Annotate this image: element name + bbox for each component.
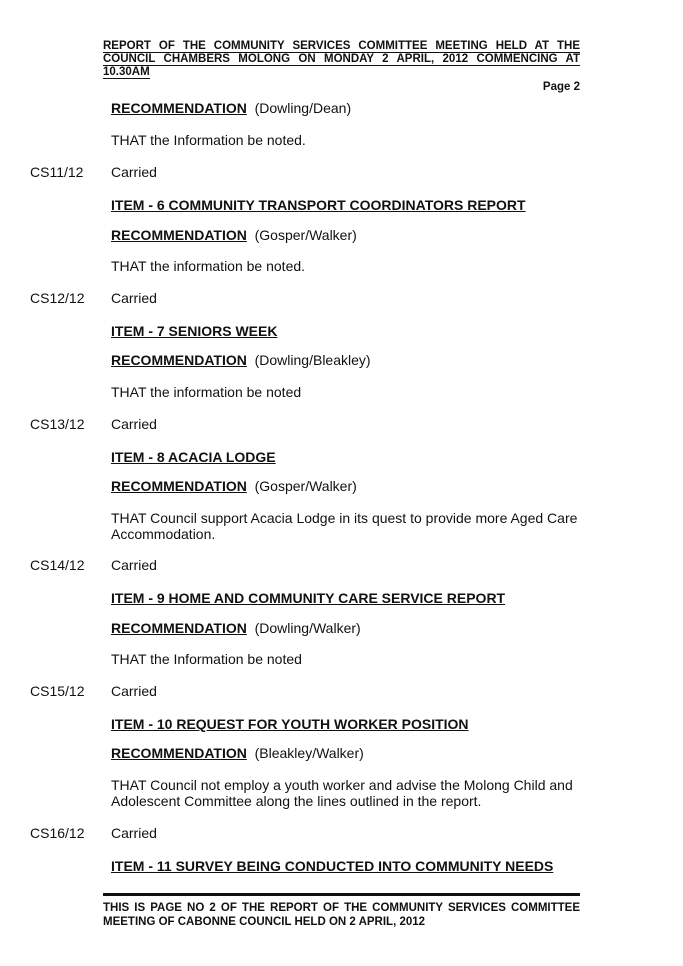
resolution-status: Carried — [111, 416, 157, 432]
resolution-code: CS15/12 — [30, 683, 85, 699]
resolution-status: Carried — [111, 683, 157, 699]
recommendation-text: THAT Council not employ a youth worker and advise the Molong Child and Adolescent Committee along the lines outlined in the report. — [111, 777, 573, 809]
recommendation-text: THAT Council support Acacia Lodge in its quest to provide more Aged Care Accommodation. — [111, 510, 578, 542]
recommendation-line: RECOMMENDATION (Gosper/Walker) — [111, 227, 357, 243]
recommendation-text: THAT the information be noted. — [111, 258, 306, 274]
resolution-status: Carried — [111, 290, 157, 306]
item-heading: ITEM - 6 COMMUNITY TRANSPORT COORDINATORS REPORT — [111, 197, 526, 213]
recommendation-line: RECOMMENDATION (Gosper/Walker) — [111, 478, 357, 494]
resolution-code: CS11/12 — [30, 164, 84, 180]
resolution-status: Carried — [111, 557, 157, 573]
recommendation-line: RECOMMENDATION (Dowling/Bleakley) — [111, 352, 371, 368]
item-heading: ITEM - 8 ACACIA LODGE — [111, 449, 276, 465]
report-title: REPORT OF THE COMMUNITY SERVICES COMMITTEE MEETING HELD AT THE COUNCIL CHAMBERS MOLONG ON MONDAY 2 APRIL, 2012 COMMENCING AT 10.30AM — [103, 40, 580, 78]
resolution-code: CS14/12 — [30, 557, 85, 573]
recommendation-text: THAT the Information be noted. — [111, 132, 306, 148]
recommendation-text: THAT the information be noted — [111, 384, 302, 400]
resolution-status: Carried — [111, 164, 157, 180]
recommendation-line: RECOMMENDATION (Bleakley/Walker) — [111, 745, 364, 761]
item-heading: ITEM - 7 SENIORS WEEK — [111, 323, 278, 339]
page-number: Page 2 — [542, 81, 580, 93]
recommendation-line: RECOMMENDATION (Dowling/Dean) — [111, 100, 352, 116]
recommendation-text: THAT the Information be noted — [111, 651, 302, 667]
report-header — [103, 40, 580, 79]
resolution-code: CS13/12 — [30, 416, 85, 432]
resolution-status: Carried — [111, 825, 157, 841]
item-heading: ITEM - 11 SURVEY BEING CONDUCTED INTO COMMUNITY NEEDS — [111, 858, 554, 874]
item-heading: ITEM - 9 HOME AND COMMUNITY CARE SERVICE REPORT — [111, 590, 506, 606]
resolution-code: CS16/12 — [30, 825, 85, 841]
resolution-code: CS12/12 — [30, 290, 85, 306]
recommendation-line: RECOMMENDATION (Dowling/Walker) — [111, 620, 361, 636]
page-footer: THIS IS PAGE NO 2 OF THE REPORT OF THE COMMUNITY SERVICES COMMITTEE MEETING OF CABONNE COUNCIL HELD ON 2 APRIL, 2012 — [103, 893, 580, 929]
item-heading: ITEM - 10 REQUEST FOR YOUTH WORKER POSITION — [111, 716, 469, 732]
